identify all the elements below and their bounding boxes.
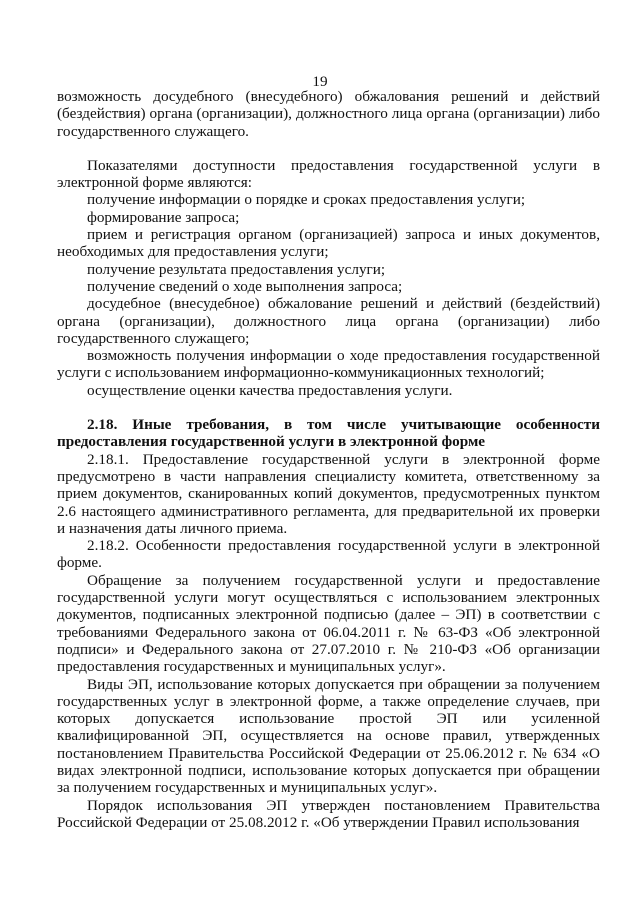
document-body xyxy=(57,88,600,831)
paragraph: 2.18.1. Предоставление государственной услуги в электронной форме предусмотрено в части направления специалисту комитета, ответственному за прием документов, сканированных копий документов, предусмотренных пунктом 2.6 настоящего административного регламента, для предварительной их проверки и назначения даты личного приема. xyxy=(57,450,600,537)
list-item: возможность получения информации о ходе предоставления государственной услуги с использованием информационно-коммуникационных технологий; xyxy=(57,347,600,382)
paragraph: Порядок использования ЭП утвержден постановлением Правительства Российской Федерации от 25.08.2012 г. «Об утверждении Правил использования xyxy=(57,796,600,831)
list-item: досудебное (внесудебное) обжалование решений и действий (бездействий) органа (организации), должностного лица органа (организации) либо государственного служащего; xyxy=(57,295,600,347)
list-item: формирование запроса; xyxy=(87,208,240,226)
list-item: прием и регистрация органом (организацией) запроса и иных документов, необходимых для предоставления услуги; xyxy=(57,226,600,261)
paragraph: Виды ЭП, использование которых допускается при обращении за получением государственных услуг в электронной форме, а также определение случаев, при которых допускается использование простой ЭП или усиленной квалифицированной ЭП, осуществляется на основе правил, утвержденных постановлением Правительства Российской Федерации от 25.06.2012 г. № 634 «О видах электронной подписи, использование которых допускается при обращении за получением государственных и муниципальных услуг». xyxy=(57,675,600,797)
list-item: осуществление оценки качества предоставления услуги. xyxy=(87,381,453,399)
section-heading: 2.18. Иные требования, в том числе учитывающие особенности предоставления государственной услуги в электронной форме xyxy=(57,416,600,451)
list-item: получение сведений о ходе выполнения запроса; xyxy=(87,277,403,295)
paragraph: Показателями доступности предоставления государственной услуги в электронной форме являются: xyxy=(57,156,600,192)
paragraph: возможность досудебного (внесудебного) обжалования решений и действий (бездействия) органа (организации), должностного лица органа (организации) либо государственного служащего. xyxy=(57,88,600,140)
list-item: получение результата предоставления услуги; xyxy=(87,260,386,278)
paragraph: 2.18.2. Особенности предоставления государственной услуги в электронной форме. xyxy=(57,537,600,572)
paragraph: Обращение за получением государственной услуги и предоставление государственной услуги могут осуществляться с использованием электронных документов, подписанных электронной подписью (далее – ЭП) в соответствии с требованиями Федерального закона от 06.04.2011 г. № 63-ФЗ «Об электронной подписи» и Федерального закона от 27.07.2010 г. № 210-ФЗ «Об организации предоставления государственных и муниципальных услуг». xyxy=(57,571,600,676)
list-item: получение информации о порядке и сроках предоставления услуги; xyxy=(87,191,526,209)
page-number: 19 xyxy=(312,73,328,90)
